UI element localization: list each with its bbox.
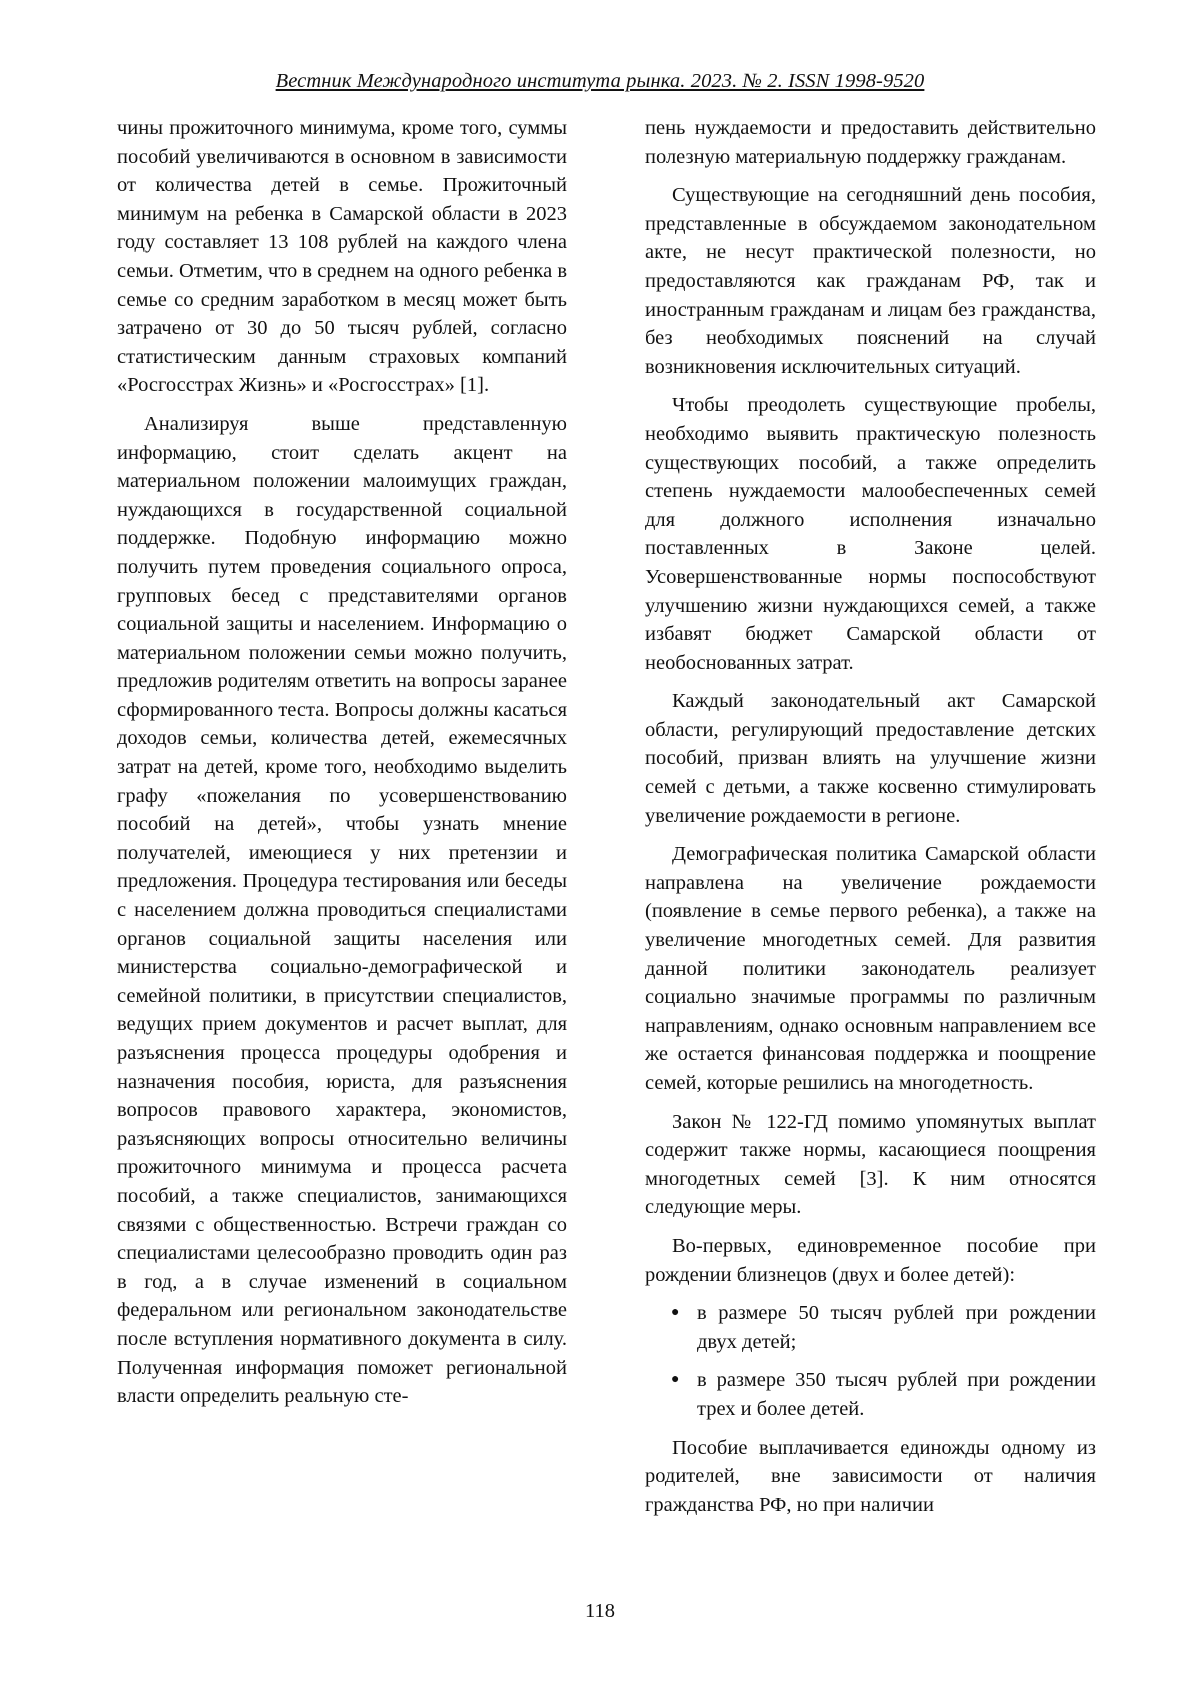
list-item bbox=[645, 1299, 1096, 1356]
bullet-icon: ● bbox=[671, 1305, 680, 1321]
paragraph-right-1: пень нуждаемости и предоставить действительно полезную материальную поддержку гражданам. bbox=[645, 117, 1096, 168]
paragraph-right-7: Во-первых, единовременное пособие при рождении близнецов (двух и более детей): bbox=[645, 1234, 1096, 1286]
paragraph-right-3: Чтобы преодолеть существующие пробелы, необходимо выявить практическую полезность существующих пособий, а также определить степень нуждаемости малообеспеченных семей для должного исполнения изначально поставленных в Законе целей. Усовершенствованные нормы поспособствуют улучшению жизни нуждающихся семей, а также избавят бюджет Самарской области от необоснованных затрат. bbox=[645, 394, 1096, 674]
paragraph-right-6: Закон № 122-ГД помимо упомянутых выплат содержит также нормы, касающиеся поощрения многодетных семей [3]. К ним относятся следующие меры. bbox=[645, 1110, 1096, 1219]
paragraph-left-1: чины прожиточного минимума, кроме того, суммы пособий увеличиваются в основном в зависимости от количества детей в семье. Прожиточный минимум на ребенка в Самарской области в 2023 году составляет 13 108 рублей на каждого члена семьи. Отметим, что в среднем на одного ребенка в семье со средним заработком в месяц может быть затрачено от 30 до 50 тысяч рублей, согласно статистическим данным страховых компаний «Росгосстрах Жизнь» и «Росгосстрах» [1]. bbox=[117, 117, 567, 397]
page-number: 118 bbox=[585, 1600, 615, 1622]
left-column bbox=[117, 114, 567, 1421]
list-item-text: в размере 50 тысяч рублей при рождении двух детей; bbox=[697, 1302, 1096, 1353]
journal-header: Вестник Международного института рынка. 2023. № 2. ISSN 1998-9520 bbox=[275, 70, 925, 92]
paragraph-right-2: Существующие на сегодняшний день пособия, представленные в обсуждаемом законодательном акте, не несут практической полезности, но предоставляются как гражданам РФ, так и иностранным гражданам и лицам без гражданства, без необходимых пояснений на случай возникновения исключительных ситуаций. bbox=[645, 184, 1096, 378]
bullet-icon: ● bbox=[671, 1372, 680, 1388]
paragraph-right-4: Каждый законодательный акт Самарской области, регулирующий предоставление детских пособий, призван влиять на улучшение жизни семей с детьми, а также косвенно стимулировать увеличение рождаемости в регионе. bbox=[645, 690, 1096, 827]
paragraph-left-2: Анализируя выше представленную информацию, стоит сделать акцент на материальном положении малоимущих граждан, нуждающихся в государственной социальной поддержке. Подобную информацию можно получить путем проведения социального опроса, групповых бесед с представителями органов социальной защиты и населением. Информацию о материальном положении семьи можно получить, предложив родителям ответить на вопросы заранее сформированного теста. Вопросы должны касаться доходов семьи, количества детей, ежемесячных затрат на детей, кроме того, необходимо выделить графу «пожелания по усовершенствованию пособий на детей», чтобы узнать мнение получателей, имеющиеся у них претензии и предложения. Процедура тестирования или беседы с населением должна проводиться специалистами органов социальной защиты населения или министерства социально-демографической и семейной политики, в присутствии специалистов, ведущих прием документов и расчет выплат, для разъяснения процесса процедуры одобрения и назначения пособия, юриста, для разъяснения вопросов правового характера, экономистов, разъясняющих вопросы относительно величины прожиточного минимума и процесса расчета пособий, а также специалистов, занимающихся связями с общественностью. Встречи граждан со специалистами целесообразно проводить один раз в год, а в случае изменений в социальном федеральном или региональном законодательстве после вступления нормативного документа в силу. Полученная информация поможет региональной власти определить реальную сте- bbox=[117, 412, 567, 1408]
benefit-list bbox=[645, 1299, 1096, 1423]
list-item-text: в размере 350 тысяч рублей при рождении трех и более детей. bbox=[697, 1369, 1096, 1420]
paragraph-right-8: Пособие выплачивается единожды одному из родителей, вне зависимости от наличия гражданства РФ, но при наличии bbox=[645, 1436, 1096, 1516]
right-column bbox=[645, 114, 1096, 1529]
paragraph-right-5: Демографическая политика Самарской области направлена на увеличение рождаемости (появление в семье первого ребенка), а также на увеличение многодетных семей. Для развития данной политики законодатель реализует социально значимые программы по различным направлениям, однако основным направлением все же остается финансовая поддержка и поощрение семей, которые решились на многодетность. bbox=[645, 843, 1096, 1094]
list-item bbox=[645, 1366, 1096, 1423]
